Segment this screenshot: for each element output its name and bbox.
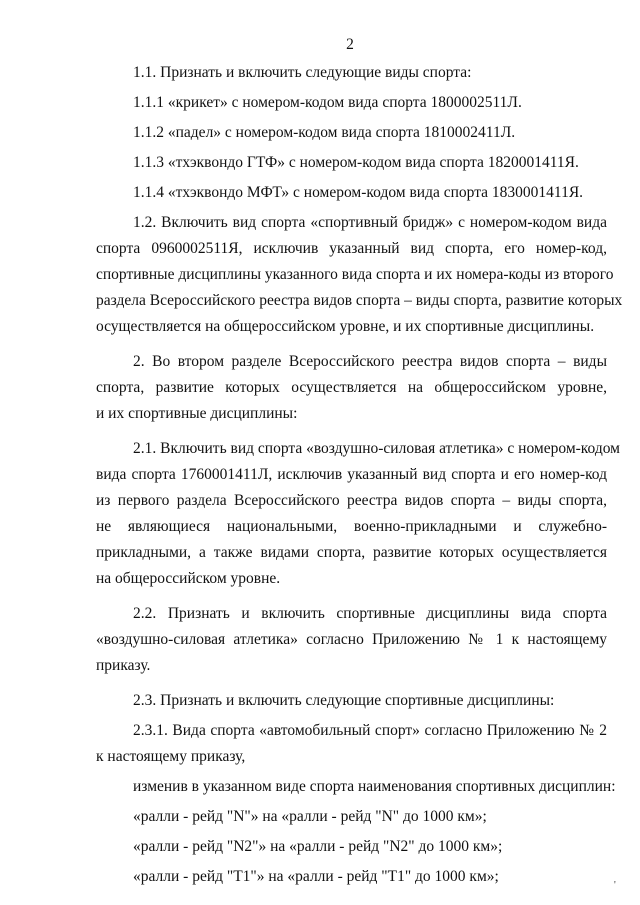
paragraph-2-1-line: вида спорта 1760001411Л, исключив указанный вид спорта и его номер-код bbox=[96, 466, 607, 483]
paragraph-2-3: 2.3. Признать и включить следующие спортивные дисциплины: bbox=[133, 692, 555, 709]
paragraph-2-line: спорта, развитие которых осуществляется на общероссийском уровне, bbox=[96, 379, 607, 396]
paragraph-2-2-line: «воздушно-силовая атлетика» согласно Приложению № 1 к настоящему bbox=[96, 631, 607, 648]
paragraph-1-1: 1.1. Признать и включить следующие виды спорта: bbox=[133, 64, 472, 81]
rename-item: «ралли - рейд "T1"» на «ралли - рейд "T1" до 1000 км»; bbox=[133, 868, 499, 885]
paragraph-1-2-line: 1.2. Включить вид спорта «спортивный бридж» с номером-кодом вида bbox=[133, 214, 607, 231]
rename-item: «ралли - рейд "N"» на «ралли - рейд "N" до 1000 км»; bbox=[133, 808, 487, 825]
list-item-1-1-4: 1.1.4 «тхэквондо МФТ» с номером-кодом вида спорта 1830001411Я. bbox=[133, 184, 584, 201]
paragraph-2-2-line: 2.2. Признать и включить спортивные дисциплины вида спорта bbox=[133, 605, 607, 622]
list-item-1-1-2: 1.1.2 «падел» с номером-кодом вида спорта 1810002411Л. bbox=[133, 124, 516, 141]
paragraph-1-2-line: раздела Всероссийского реестра видов спорта – виды спорта, развитие которых bbox=[96, 292, 623, 309]
paragraph-2-1-line: не являющиеся национальными, военно-прикладными и служебно- bbox=[96, 518, 607, 535]
paragraph-2-2-line: приказу. bbox=[96, 657, 151, 674]
paragraph-2-line: и их спортивные дисциплины: bbox=[96, 405, 298, 422]
list-item-1-1-3: 1.1.3 «тхэквондо ГТФ» с номером-кодом вида спорта 1820001411Я. bbox=[133, 154, 579, 171]
paragraph-2-3-1-line: к настоящему приказу, bbox=[96, 748, 246, 765]
paragraph-2-1-line: 2.1. Включить вид спорта «воздушно-силовая атлетика» с номером-кодом bbox=[133, 440, 620, 457]
paragraph-1-2-line: спорта 0960002511Я, исключив указанный вид спорта, его номер-код, bbox=[96, 240, 607, 257]
paragraph-2-1-line: из первого раздела Всероссийского реестра видов спорта – виды спорта, bbox=[96, 492, 607, 509]
document-body bbox=[96, 60, 623, 890]
corner-mark: ' bbox=[614, 880, 616, 891]
paragraph-1-2-line: осуществляется на общероссийском уровне, и их спортивные дисциплины. bbox=[96, 318, 595, 335]
list-item-1-1-1: 1.1.1 «крикет» с номером-кодом вида спорта 1800002511Л. bbox=[133, 94, 522, 111]
paragraph-1-2-line: спортивные дисциплины указанного вида спорта и их номера-коды из второго bbox=[96, 266, 614, 283]
paragraph-2-1-line: на общероссийском уровне. bbox=[96, 570, 281, 587]
rename-item: «ралли - рейд "N2"» на «ралли - рейд "N2" до 1000 км»; bbox=[133, 838, 503, 855]
page-number: 2 bbox=[346, 36, 354, 53]
paragraph-2-1-line: прикладными, а также видами спорта, развитие которых осуществляется bbox=[96, 544, 607, 561]
paragraph-2-3-1-line: 2.3.1. Вида спорта «автомобильный спорт» согласно Приложению № 2 bbox=[133, 722, 607, 739]
rename-intro: изменив в указанном виде спорта наименования спортивных дисциплин: bbox=[133, 778, 616, 795]
paragraph-2-line: 2. Во втором разделе Всероссийского реестра видов спорта – виды bbox=[133, 353, 607, 370]
